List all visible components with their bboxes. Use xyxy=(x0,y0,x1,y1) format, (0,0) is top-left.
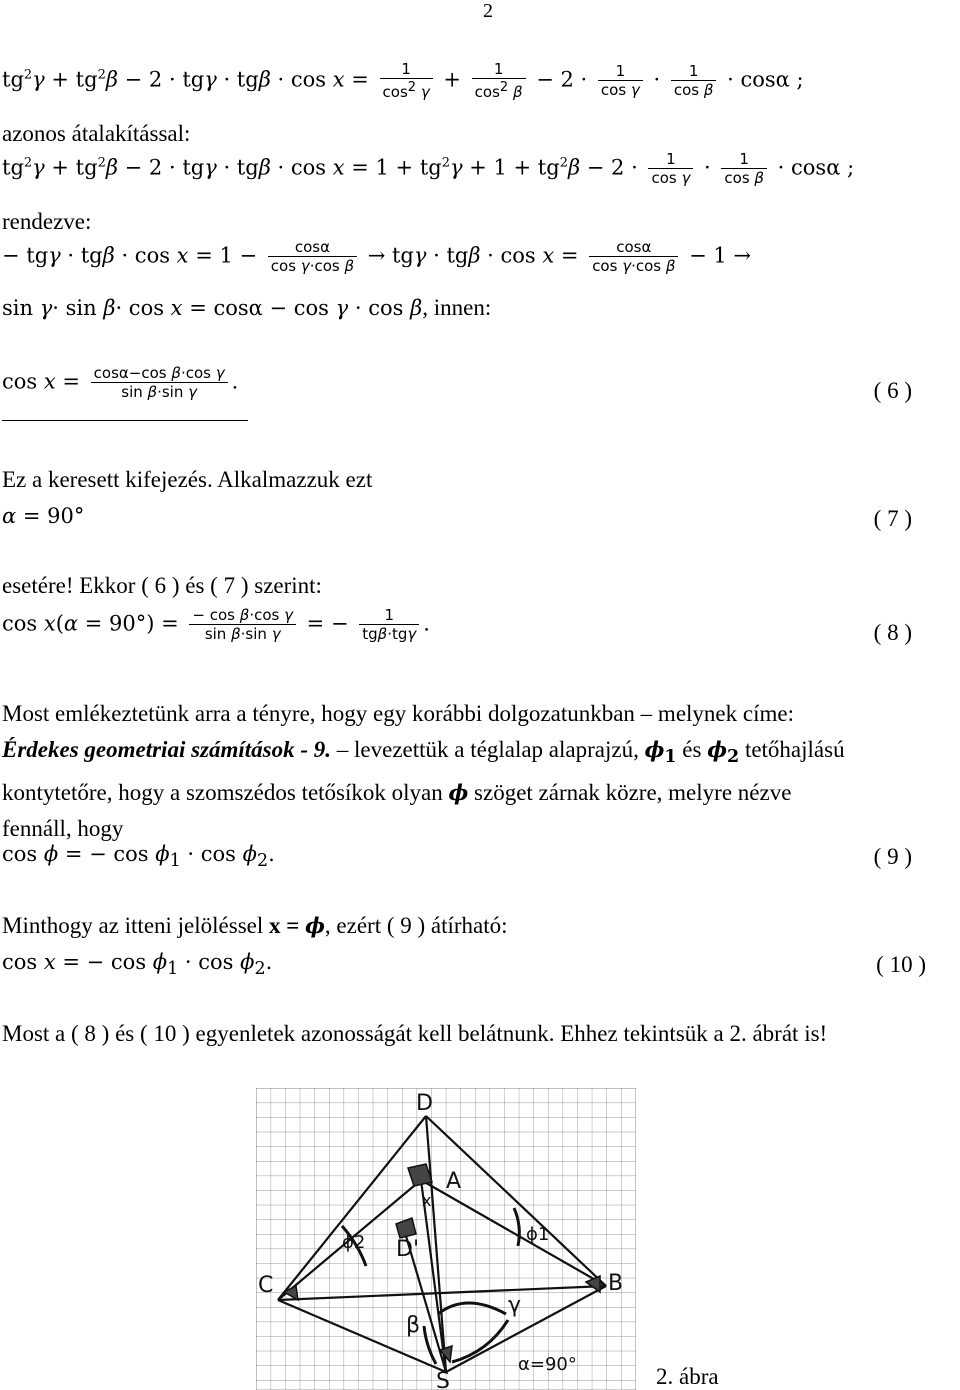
equation-line-5: − tgγ · tgβ · cos x = 1 − $\frac{\cos\alpha}{\text{cos γ·cos β}}$ → tgγ · tgβ · cos x = $\frac{\cos\alpha}{\text{cos γ·cos β}}$ − 1 → xyxy=(2,238,752,275)
label-A: A xyxy=(446,1169,462,1194)
paragraph-text: , ezért ( 9 ) átírható: xyxy=(324,913,508,938)
text-line-7: Ez a keresett kifejezés. Alkalmazzuk ezt xyxy=(2,467,373,492)
equation-number-10: ( 10 ) xyxy=(876,952,926,977)
label-x: x xyxy=(422,1191,432,1210)
label-C: C xyxy=(258,1273,274,1298)
semicolon: ; xyxy=(796,67,804,92)
paragraph-1: Most emlékeztetünk arra a tényre, hogy egy korábbi dolgozatunkban – melynek címe: Érdekes geometriai számítások - 9. – levezettük a téglalap alaprajzú, $\phi_1$ és $\phi_2$ tetőhajlású kontytetőre, hogy a szomszédos tetősíkok olyan ϕ szöget zárnak közre, melyre nézve fennáll, hogy xyxy=(2,701,845,842)
equation-8: cos x(α = 90°) = $\frac{\text{− cos β·cos γ}}{\text{sin β·sin γ}}$ = − $\frac{1}{\text{tgβ·tgγ}}$ . xyxy=(2,606,430,643)
label-beta: β xyxy=(406,1313,421,1338)
label-gamma: γ xyxy=(508,1293,522,1318)
figure-2-drawing xyxy=(256,1088,636,1390)
equation-9: cos ϕ = − $\cos \phi_1 \cdot \cos \phi_2$. xyxy=(2,842,275,872)
paragraph-2: Minthogy az itteni jelöléssel x = ϕ, ezért ( 9 ) átírható: xyxy=(2,913,508,938)
equation-10: cos x = − $\cos \phi_1 \cdot \cos \phi_2$. xyxy=(2,950,273,980)
paragraph-text: fennáll, hogy xyxy=(2,816,124,842)
paragraph-text: és xyxy=(676,737,708,762)
equation-line-1: $tg^2\gamma + tg^2\beta - 2 \cdot tg\gamma \cdot tg\beta \cdot \cos x$ = $\frac{1}{\cos^2 \gamma}$ + $\frac{1}{\cos^2 \beta}$ − 2 · $\frac{1}{\text{cos γ}}$ · $\frac{1}{\text{cos β}}$ · cosα ; xyxy=(2,60,804,101)
paragraph-text: szöget zárnak közre, melyre nézve xyxy=(468,780,792,806)
equation-6: cos x = $\frac{\text{cosα−cos β·cos γ}}{\text{sin β·sin γ}}$ . xyxy=(2,364,239,401)
equation-number-8: ( 8 ) xyxy=(873,620,912,645)
text-line-4: rendezve: xyxy=(2,209,92,234)
label-B: B xyxy=(608,1271,624,1296)
label-S: S xyxy=(436,1369,450,1390)
semicolon: ; xyxy=(847,155,855,180)
equation-7: α = 90° xyxy=(2,504,85,528)
page-number: 2 xyxy=(483,0,493,22)
paragraph-text: – levezettük a téglalap alaprajzú, xyxy=(331,737,645,762)
equation-number-7: ( 7 ) xyxy=(873,506,912,531)
paragraph-text: x = xyxy=(269,913,306,938)
paragraph-text: Minthogy az itteni jelöléssel xyxy=(2,913,270,938)
label-D-prime: D' xyxy=(396,1237,419,1262)
equation-number-6: ( 6 ) xyxy=(873,378,912,403)
innen-text: , innen: xyxy=(422,295,492,320)
article-title: Érdekes geometriai számítások - 9. xyxy=(2,737,332,762)
text-line-9: esetére! Ekkor ( 6 ) és ( 7 ) szerint: xyxy=(2,573,322,598)
equation-number-9: ( 9 ) xyxy=(873,844,912,869)
underline-rule xyxy=(2,420,248,421)
label-phi1: ϕ1 xyxy=(526,1224,550,1245)
paragraph-text: Most emlékeztetünk arra a tényre, hogy egy korábbi dolgozatunkban – melynek címe: xyxy=(2,701,794,726)
label-phi2: ϕ2 xyxy=(342,1232,366,1253)
equation-line-6: sin γ· sin β· cos x = cosα − cos γ · cos β, innen: xyxy=(2,295,492,320)
figure-caption: 2. ábra xyxy=(656,1364,719,1389)
paragraph-text: tetőhajlású xyxy=(739,737,845,762)
paragraph-3: Most a ( 8 ) és ( 10 ) egyenletek azonosságát kell belátnunk. Ehhez tekintsük a 2. ábrát is! xyxy=(2,1021,828,1046)
label-D: D xyxy=(416,1091,433,1116)
label-alpha: α=90° xyxy=(518,1354,577,1375)
equation-line-3: $tg^2\gamma + tg^2\beta - 2 \cdot tg\gamma \cdot tg\beta \cdot \cos x = 1 + tg^2\gamma + 1 + tg^2\beta - 2$ · $\frac{1}{\text{cos γ}}$ · $\frac{1}{\text{cos β}}$ · cosα ; xyxy=(2,150,855,187)
text-line-2: azonos átalakítással: xyxy=(2,121,191,146)
paragraph-text: kontytetőre, hogy a szomszédos tetősíkok olyan xyxy=(2,780,449,806)
